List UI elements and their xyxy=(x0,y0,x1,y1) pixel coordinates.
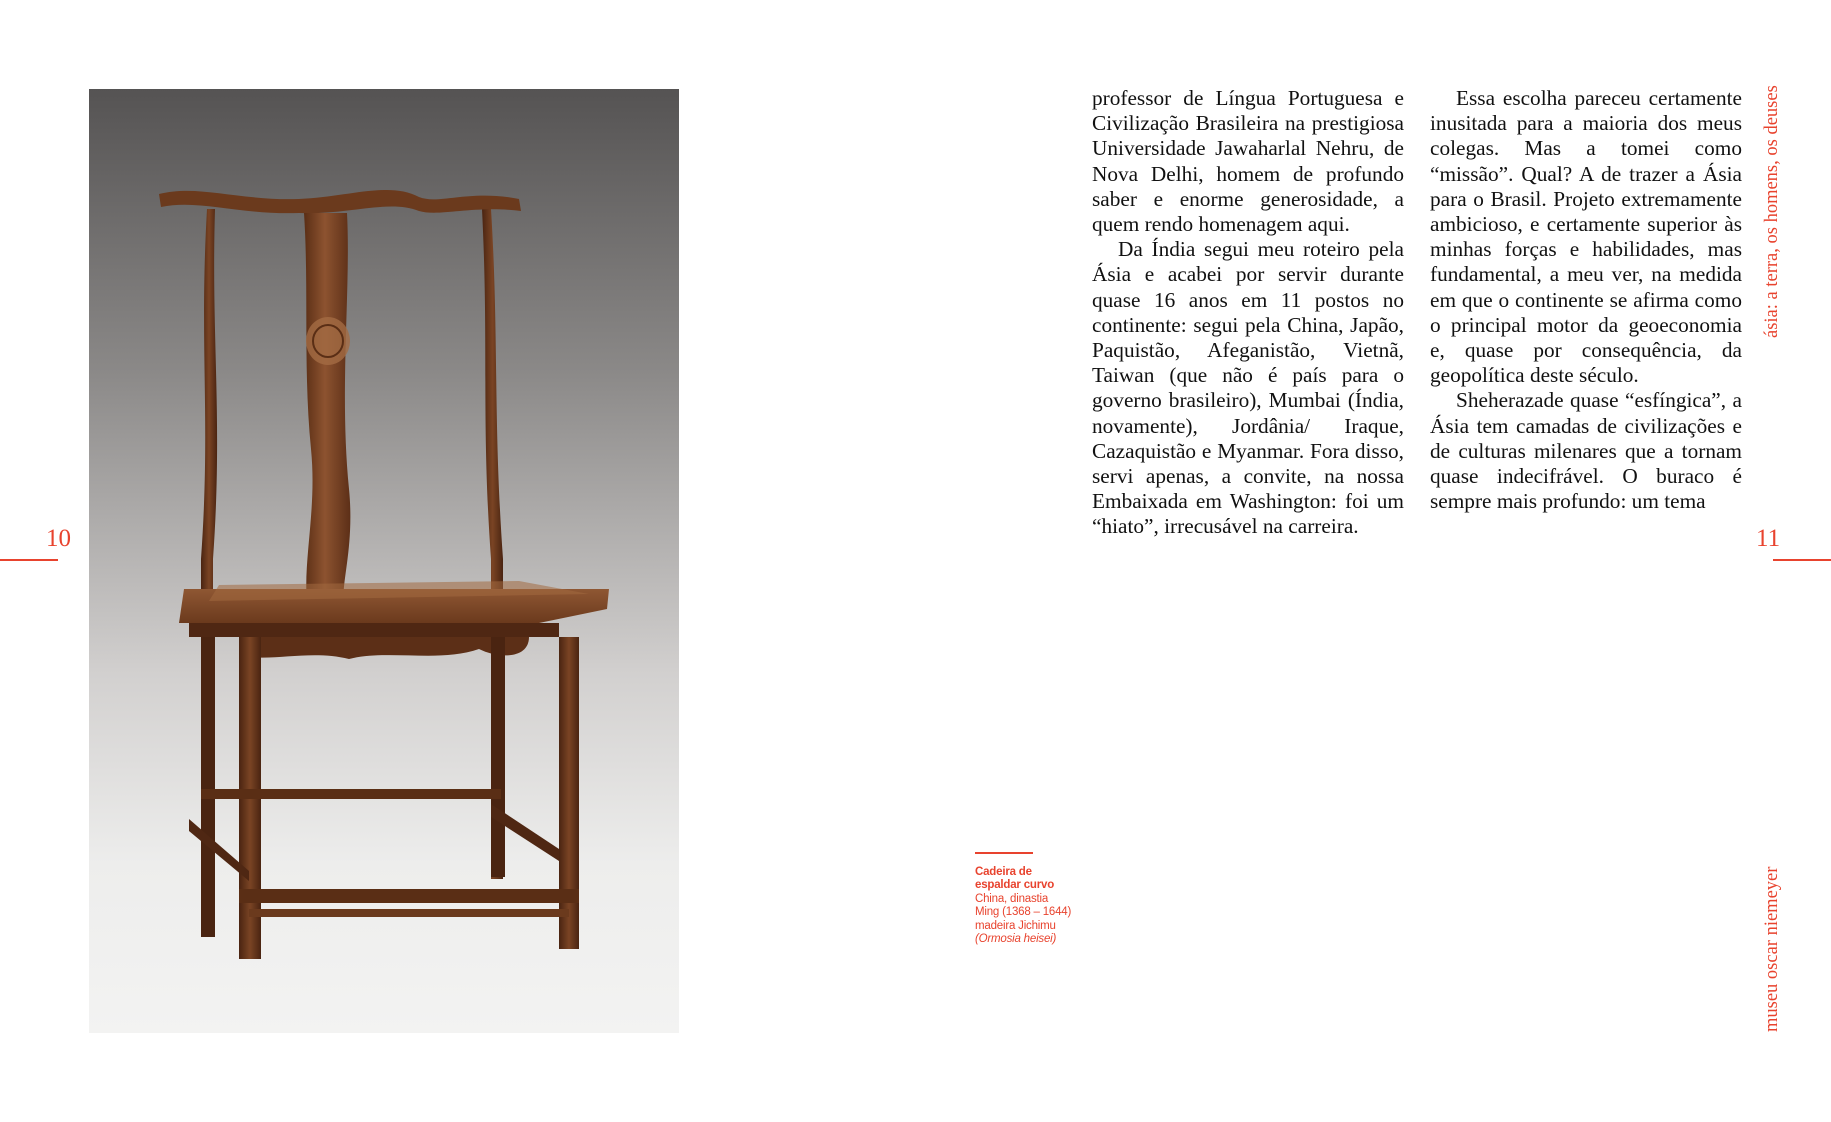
page-number-rule-left xyxy=(0,559,58,561)
caption-line: China, dinastia xyxy=(975,892,1049,905)
running-head-section: ásia: a terra, os homens, os deuses xyxy=(1762,85,1782,338)
text-column-1 xyxy=(1092,86,1404,540)
caption-line: Ming (1368 – 1644) xyxy=(975,906,1072,919)
page-number-right: 11 xyxy=(1756,525,1781,552)
caption-line: (Ormosia heisei) xyxy=(975,933,1057,946)
caption-line: madeira Jichimu xyxy=(975,919,1056,932)
page-number-rule-right xyxy=(1773,559,1831,561)
running-head-museum: museu oscar niemeyer xyxy=(1762,866,1782,1032)
text-column-2 xyxy=(1430,86,1742,514)
caption-title-line: Cadeira de xyxy=(975,866,1032,878)
caption-title-line: espaldar curvo xyxy=(975,879,1055,892)
photo-caption xyxy=(975,866,1095,946)
paragraph: professor de Língua Portuguesa e Civilização Brasileira na prestigiosa Universidade Jawaharlal Nehru, de Nova Delhi, homem de profundo saber e enorme generosidade, a quem rendo homenagem aqui. xyxy=(1092,86,1404,237)
paragraph: Da Índia segui meu roteiro pela Ásia e acabei por servir durante quase 16 anos em 11 postos no continente: segui pela China, Japão, Paquistão, Afeganistão, Vietnã, Taiwan (que não é país para o governo brasileiro), Mumbai (Índia, novamente), Jordânia/ Iraque, Cazaquistão e Myanmar. Fora disso, servi apenas, a convite, na nossa Embaixada em Washington: foi um “hiato”, irrecusável na carreira. xyxy=(1092,237,1404,539)
caption-rule xyxy=(975,852,1033,854)
chair-photo xyxy=(89,89,679,1033)
page-number-left: 10 xyxy=(46,525,71,552)
paragraph: Sheherazade quase “esfíngica”, a Ásia tem camadas de civilizações e de culturas milenares que a tornam quase indecifrável. O buraco é sempre mais profundo: um tema xyxy=(1430,388,1742,514)
chair-illustration xyxy=(89,89,679,1033)
paragraph: Essa escolha pareceu certamente inusitada para a maioria dos meus colegas. Mas a tomei como “missão”. Qual? A de trazer a Ásia para o Brasil. Projeto extremamente ambicioso, e certamente superior às minhas forças e habilidades, mas fundamental, a meu ver, na medida em que o continente se afirma como o principal motor da geoeconomia e, quase por consequência, da geopolítica deste século. xyxy=(1430,86,1742,388)
